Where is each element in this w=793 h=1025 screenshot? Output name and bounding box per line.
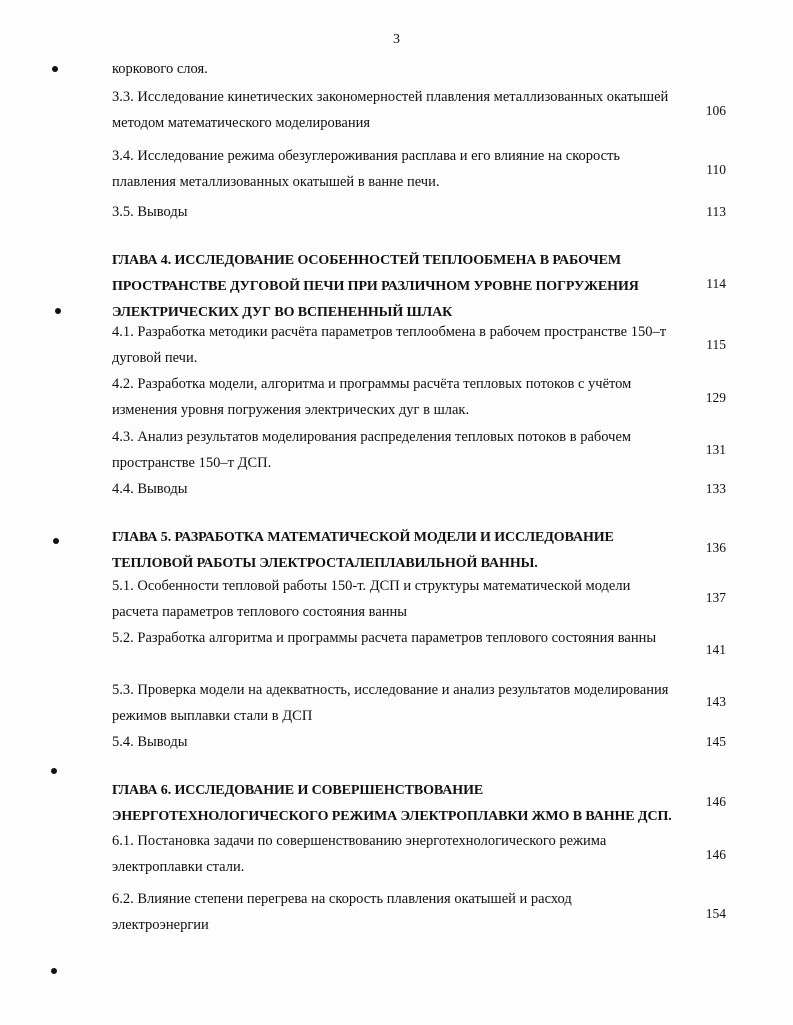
toc-entry-5-4: 5.4. Выводы <box>112 734 188 750</box>
toc-entry-continuation: коркового слоя. <box>112 61 208 77</box>
toc-page-number: 110 <box>706 162 726 177</box>
punch-mark <box>52 66 58 72</box>
toc-chapter-4: ГЛАВА 4. ИССЛЕДОВАНИЕ ОСОБЕННОСТЕЙ ТЕПЛООБМЕНА В РАБОЧЕМ ПРОСТРАНСТВЕ ДУГОВОЙ ПЕЧИ ПРИ РАЗЛИЧНОМ УРОВНЕ ПОГРУЖЕНИЯ ЭЛЕКТРИЧЕСКИХ ДУГ ВО ВСПЕНЕННЫЙ ШЛАК <box>112 253 639 320</box>
toc-entry-3-4: 3.4. Исследование режима обезуглероживания расплава и его влияние на скорость плавления металлизованных окатышей в ванне печи. <box>112 148 621 190</box>
toc-entry-5-2: 5.2. Разработка алгоритма и программы расчета параметров теплового состояния ванны <box>112 630 657 646</box>
toc-page-number: 133 <box>705 481 726 496</box>
toc-entry-3-5: 3.5. Выводы <box>112 204 188 220</box>
toc-entry-3-3: 3.3. Исследование кинетических закономерностей плавления металлизованных окатышей методом математического моделирования <box>112 89 669 131</box>
toc-page-number: 141 <box>705 642 726 657</box>
toc-page-number: 137 <box>705 590 726 605</box>
toc-chapter-5: ГЛАВА 5. РАЗРАБОТКА МАТЕМАТИЧЕСКОЙ МОДЕЛИ И ИССЛЕДОВАНИЕ ТЕПЛОВОЙ РАБОТЫ ЭЛЕКТРОСТАЛЕПЛАВИЛЬНОЙ ВАННЫ. <box>112 530 614 571</box>
punch-mark <box>51 968 57 974</box>
toc-page-number: 145 <box>705 734 726 749</box>
toc-entry-6-2: 6.2. Влияние степени перегрева на скорость плавления окатышей и расход электроэнергии <box>112 891 572 933</box>
punch-mark <box>51 768 57 774</box>
toc-page-number: 131 <box>705 442 726 457</box>
toc-page-number: 129 <box>705 390 726 405</box>
toc-page-number: 114 <box>706 276 726 291</box>
punch-mark <box>55 308 61 314</box>
toc-page-number: 106 <box>705 103 726 118</box>
toc-page-number: 136 <box>705 540 726 555</box>
toc-page-number: 113 <box>706 204 726 219</box>
page-number: 3 <box>393 32 400 47</box>
toc-entry-5-1: 5.1. Особенности тепловой работы 150-т. ДСП и структуры математической модели расчета параметров теплового состояния ванны <box>112 578 631 620</box>
toc-page-number: 143 <box>705 694 726 709</box>
toc-entry-4-4: 4.4. Выводы <box>112 481 188 497</box>
toc-page-number: 146 <box>705 847 726 862</box>
toc-page-number: 154 <box>705 906 726 921</box>
toc-entry-4-3: 4.3. Анализ результатов моделирования распределения тепловых потоков в рабочем пространстве 150–т ДСП. <box>112 429 632 471</box>
toc-page-number: 146 <box>705 794 726 809</box>
toc-page-number: 115 <box>706 337 726 352</box>
toc-entry-6-1: 6.1. Постановка задачи по совершенствованию энерготехнологического режима электроплавки стали. <box>112 833 607 875</box>
toc-entry-5-3: 5.3. Проверка модели на адекватность, исследование и анализ результатов моделирования режимов выплавки стали в ДСП <box>112 682 669 724</box>
toc-chapter-6: ГЛАВА 6. ИССЛЕДОВАНИЕ И СОВЕРШЕНСТВОВАНИЕ ЭНЕРГОТЕХНОЛОГИЧЕСКОГО РЕЖИМА ЭЛЕКТРОПЛАВКИ ЖМО В ВАННЕ ДСП. <box>112 783 672 824</box>
toc-entry-4-1: 4.1. Разработка методики расчёта параметров теплообмена в рабочем пространстве 150–т дуговой печи. <box>112 324 667 366</box>
toc-entry-4-2: 4.2. Разработка модели, алгоритма и программы расчёта тепловых потоков с учётом изменения уровня погружения электрических дуг в шлак. <box>112 376 632 418</box>
punch-mark <box>53 538 59 544</box>
